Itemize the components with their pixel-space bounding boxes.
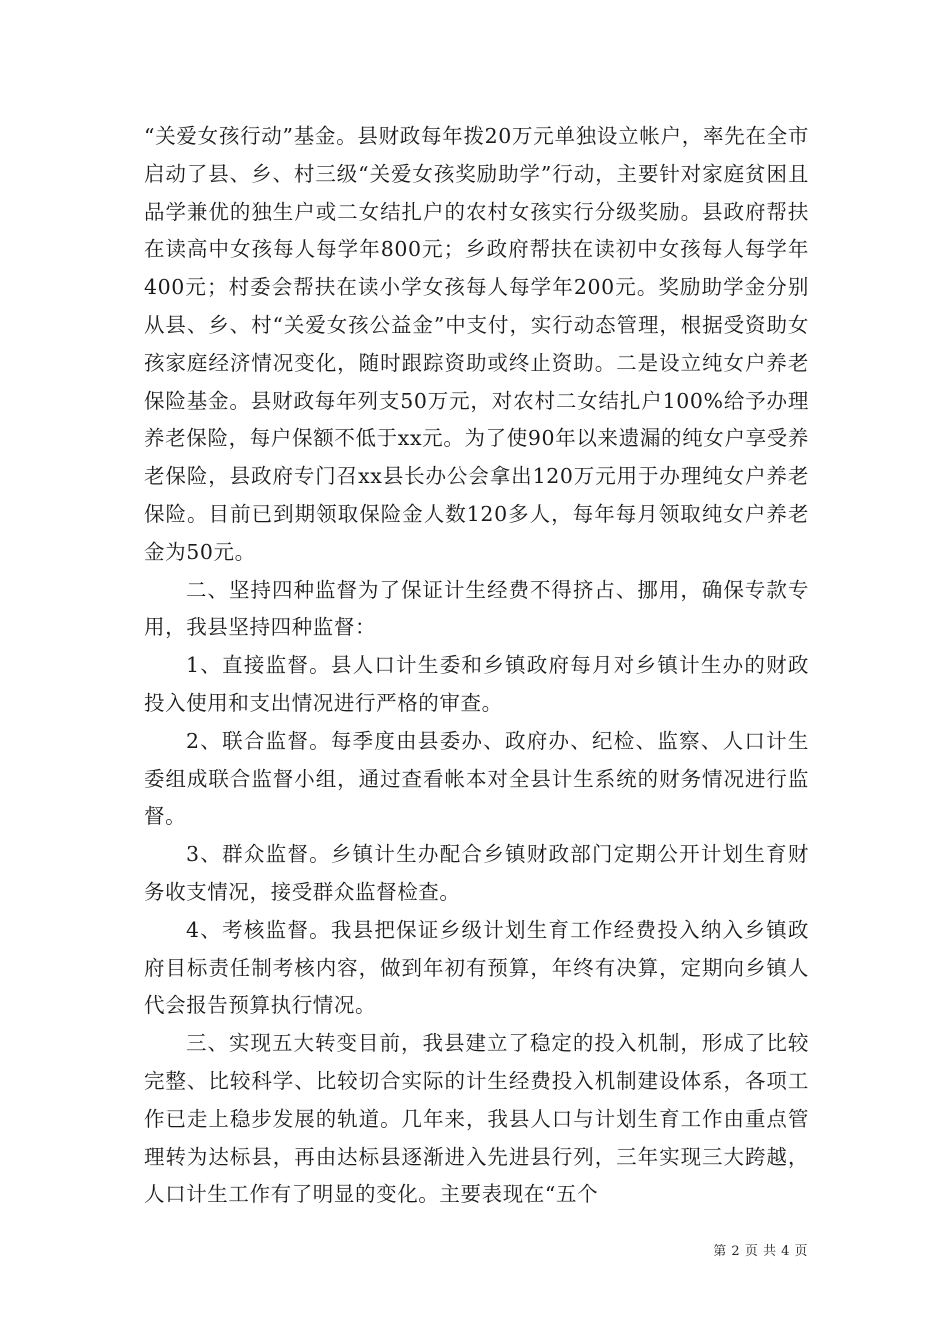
paragraph-public-supervision: 3、群众监督。乡镇计生办配合乡镇财政部门定期公开计划生育财务收支情况，接受群众监督检查。 — [144, 842, 809, 904]
page-number-footer: 第 2 页 共 4 页 — [713, 1244, 808, 1259]
paragraph-joint-supervision: 2、联合监督。每季度由县委办、政府办、纪检、监察、人口计生委组成联合监督小组，通过查看帐本对全县计生系统的财务情况进行监督。 — [144, 728, 809, 829]
paragraph-section-two-heading: 二、坚持四种监督为了保证计生经费不得挤占、挪用，确保专款专用，我县坚持四种监督： — [144, 577, 809, 640]
paragraph-assessment-supervision: 4、考核监督。我县把保证乡级计划生育工作经费投入纳入乡镇政府目标责任制考核内容，做到年初有预算，年终有决算，定期向乡镇人代会报告预算执行情况。 — [144, 917, 809, 1018]
paragraph-section-three-heading: 三、实现五大转变目前，我县建立了稳定的投入机制，形成了比较完整、比较科学、比较切合实际的计生经费投入机制建设体系，各项工作已走上稳步发展的轨道。几年来，我县人口与计划生育工作由重点管理转为达标县，再由达标县逐渐进入先进县行列，三年实现三大跨越，人口计生工作有了明显的变化。主要表现在“五个 — [144, 1031, 809, 1207]
paragraph-continuation: “关爱女孩行动”基金。县财政每年拨20万元单独设立帐户，率先在全市启动了县、乡、村三级“关爱女孩奖励助学”行动，主要针对家庭贫困且品学兼优的独生户或二女结扎户的农村女孩实行分级奖励。县政府帮扶在读高中女孩每人每学年800元；乡政府帮扶在读初中女孩每人每学年400元；村委会帮扶在读小学女孩每人每学年200元。奖励助学金分别从县、乡、村“关爱女孩公益金”中支付，实行动态管理，根据受资助女孩家庭经济情况变化，随时跟踪资助或终止资助。二是设立纯女户养老保险基金。县财政每年列支50万元，对农村二女结扎户100%给予办理养老保险，每户保额不低于xx元。为了使90年以来遗漏的纯女户享受养老保险，县政府专门召xx县长办公会拿出120万元用于办理纯女户养老保险。目前已到期领取保险金人数120多人，每年每月领取纯女户养老金为50元。 — [144, 124, 809, 564]
paragraph-direct-supervision: 1、直接监督。县人口计生委和乡镇政府每月对乡镇计生办的财政投入使用和支出情况进行严格的审查。 — [144, 653, 809, 715]
document-body — [144, 118, 809, 1214]
